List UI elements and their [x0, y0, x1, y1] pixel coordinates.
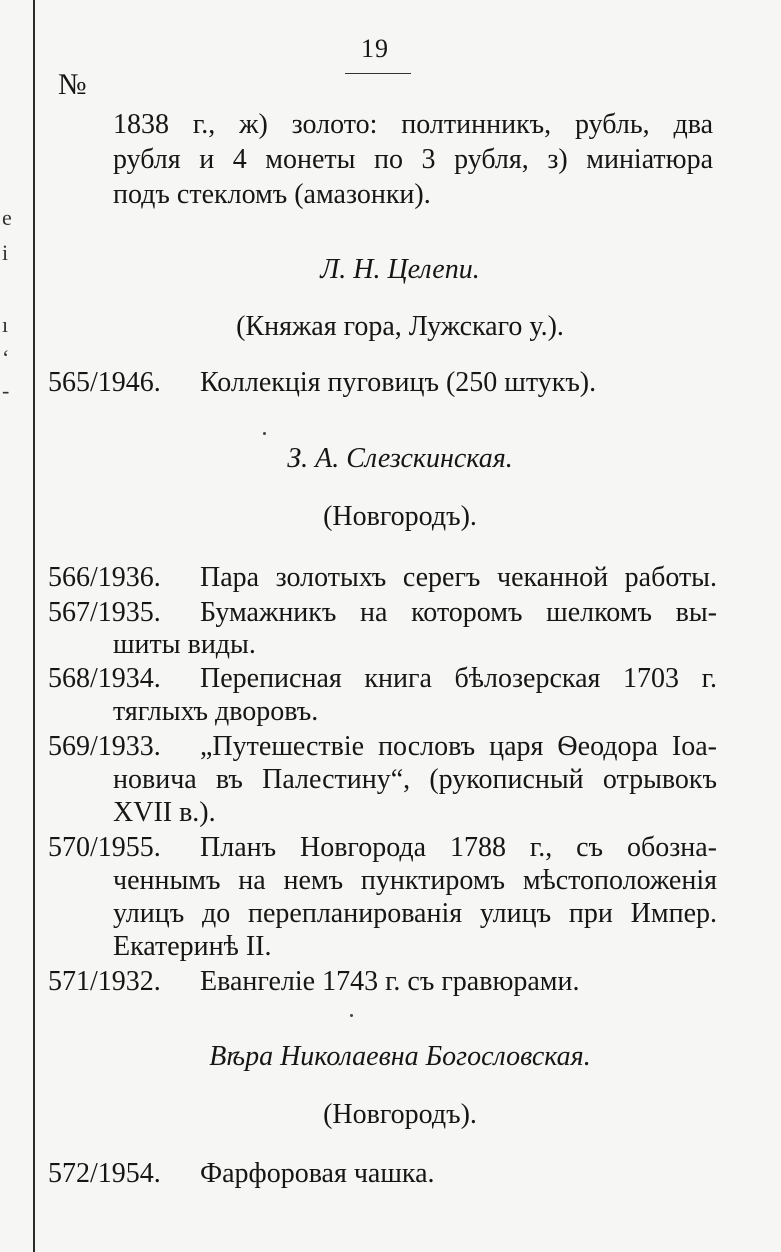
- donor-name: З. А. Слезскинская.: [287, 443, 513, 474]
- donor-place: (Княжая гора, Лужскаго у.).: [236, 311, 564, 342]
- intro-line: подъ стекломъ (амазонки).: [113, 179, 431, 210]
- print-speck: [263, 432, 266, 435]
- gutter-mark: ‘: [2, 345, 10, 370]
- entry-text: Коллекція пуговицъ (250 штукъ).: [200, 367, 597, 398]
- entry-text: Фарфоровая чашка.: [200, 1158, 435, 1189]
- intro-line: 1838 г., ж) золото: полтинникъ, рубль, два: [113, 109, 713, 140]
- entry-text: Планъ Новгорода 1788 г., съ обозна-: [200, 832, 717, 863]
- donor-place: (Новгородъ).: [323, 501, 477, 532]
- entry-text: Пара золотыхъ серегъ чеканной работы.: [200, 562, 717, 593]
- entry-number: 566/1936.: [48, 562, 161, 593]
- page-number-rule: [345, 73, 411, 74]
- entry-text: шиты виды.: [113, 629, 256, 660]
- numero-sign: №: [58, 68, 86, 101]
- entry-text: Екатеринѣ II.: [113, 931, 272, 962]
- gutter-mark: і: [2, 240, 9, 265]
- entry-text: Евангеліе 1743 г. съ гравюрами.: [200, 966, 580, 997]
- entry-text: „Путешествіе пословъ царя Ѳеодора Іоа-: [200, 731, 717, 762]
- gutter-mark: ı: [2, 312, 9, 337]
- gutter-mark: е: [2, 205, 12, 230]
- donor-name: Л. Н. Целепи.: [320, 254, 480, 285]
- entry-text: XVII в.).: [113, 797, 216, 828]
- donor-name: Вѣра Николаевна Богословская.: [209, 1041, 591, 1072]
- donor-place: (Новгородъ).: [323, 1099, 477, 1130]
- binding-edge: [33, 0, 35, 1252]
- entry-text: тяглыхъ дворовъ.: [113, 696, 319, 727]
- entry-text: Переписная книга бѣлозерская 1703 г.: [200, 663, 717, 694]
- entry-number: 568/1934.: [48, 663, 161, 694]
- entry-number: 565/1946.: [48, 367, 161, 398]
- gutter-mark: -: [2, 378, 10, 403]
- entry-number: 570/1955.: [48, 832, 161, 863]
- page-number: 19: [361, 34, 389, 63]
- entry-number: 567/1935.: [48, 597, 161, 628]
- entry-text: Бумажникъ на которомъ шелкомъ вы-: [200, 597, 717, 628]
- intro-line: рубля и 4 монеты по 3 рубля, з) миніатюра: [113, 144, 713, 175]
- entry-text: ченнымъ на немъ пунктиромъ мѣстоположенія: [113, 865, 717, 896]
- entry-text: новича въ Палестину“, (рукописный отрывокъ: [113, 764, 717, 795]
- print-speck: [350, 1014, 353, 1017]
- entry-number: 569/1933.: [48, 731, 161, 762]
- entry-text: улицъ до перепланированія улицъ при Импер.: [113, 898, 717, 929]
- entry-number: 572/1954.: [48, 1158, 161, 1189]
- entry-number: 571/1932.: [48, 966, 161, 997]
